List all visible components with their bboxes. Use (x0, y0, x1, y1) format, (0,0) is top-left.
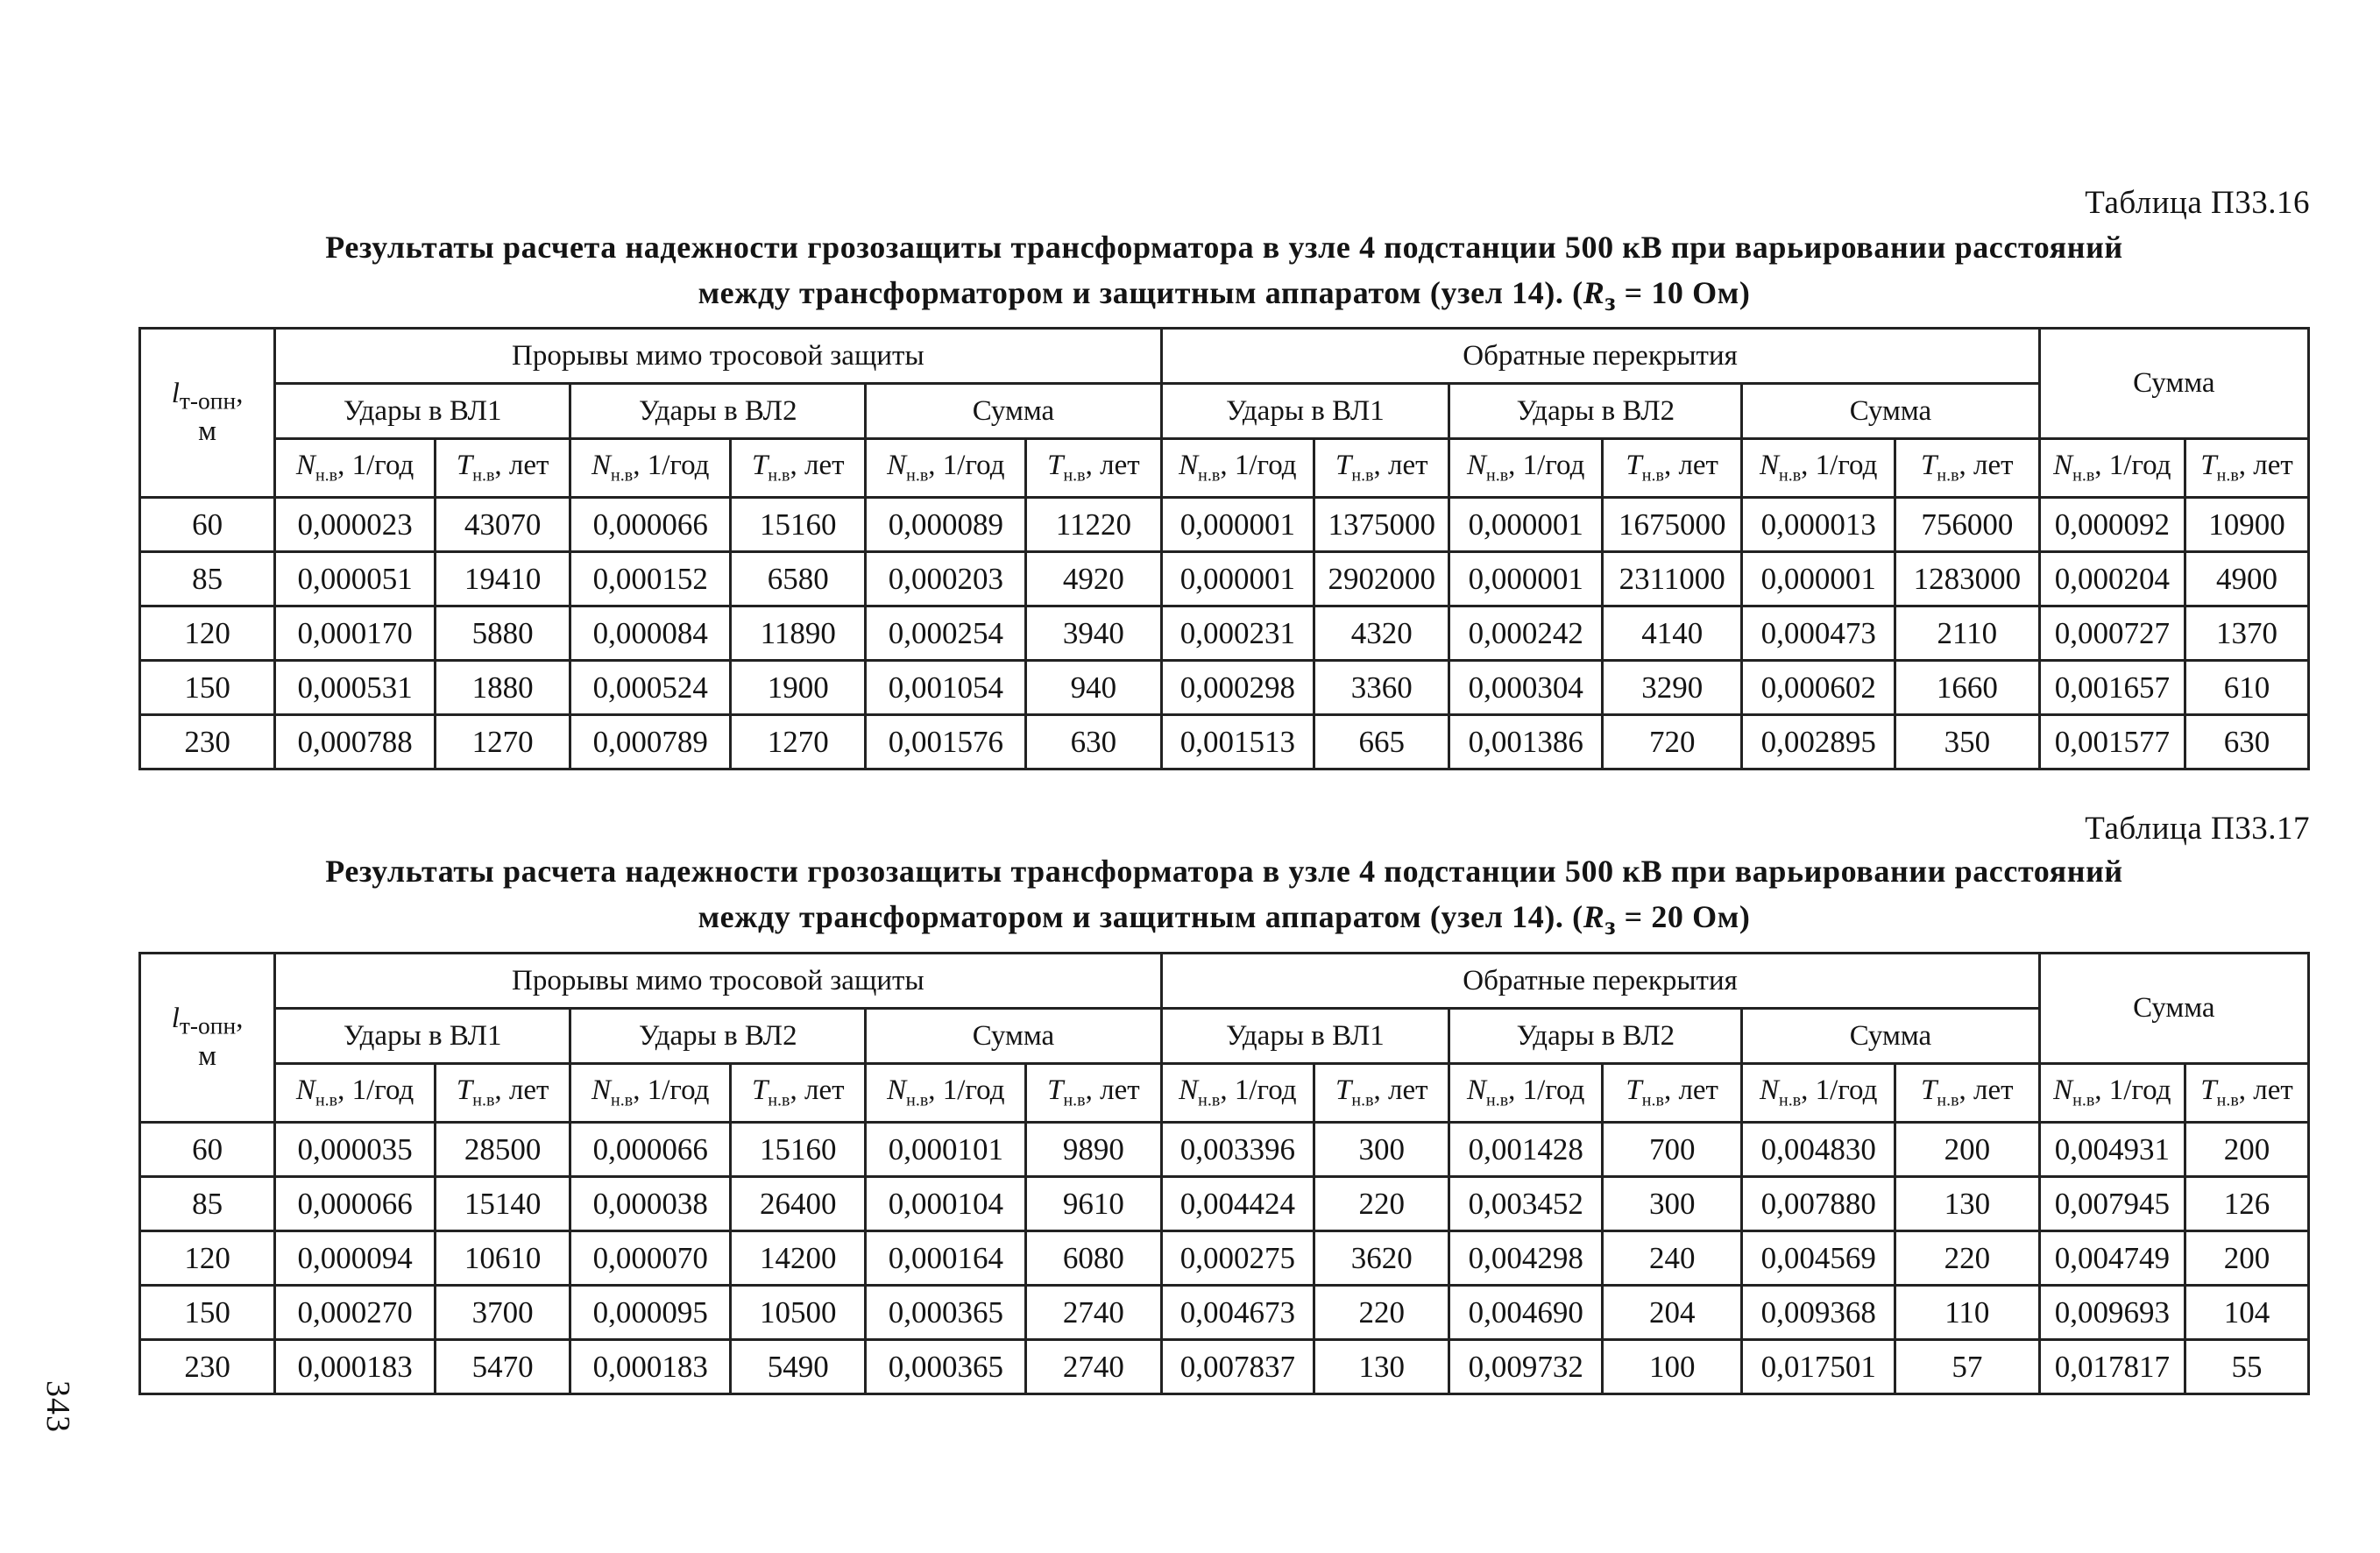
table-cell: 0,000023 (275, 498, 436, 552)
table-cell: 0,000365 (866, 1340, 1026, 1394)
table-cell: 0,000183 (275, 1340, 436, 1394)
table-cell: 126 (2185, 1177, 2309, 1231)
col-n-header: $N_{н.в}$, 1/год (1161, 439, 1314, 498)
table-cell: 0,009368 (1742, 1286, 1895, 1340)
table-cell: 0,000001 (1742, 552, 1895, 606)
col-t-header: $T_{н.в}$, лет (436, 439, 570, 498)
table-cell: 0,001054 (866, 661, 1026, 715)
table-title-line1: Результаты расчета надежности грозозащиты трансформатора в узле 4 подстанции 500 кВ при варьировании расстояний (325, 854, 2123, 889)
table-cell: 0,009693 (2039, 1286, 2185, 1340)
col-n-header: $N_{н.в}$, 1/год (1742, 1064, 1895, 1123)
table-cell: 5880 (436, 606, 570, 661)
table-cell: 2902000 (1314, 552, 1449, 606)
results-table (138, 327, 2310, 770)
table-cell: 220 (1314, 1177, 1449, 1231)
table-cell: 1675000 (1603, 498, 1742, 552)
table-cell: 0,000070 (570, 1231, 731, 1286)
table-cell: 0,004931 (2039, 1123, 2185, 1177)
row-label-header: $l_{т-опн}$, м (140, 329, 275, 498)
table-cell: 0,000035 (275, 1123, 436, 1177)
row-distance-cell: 120 (140, 606, 275, 661)
table-cell: 0,000304 (1449, 661, 1603, 715)
table-cell: 200 (2185, 1123, 2309, 1177)
table-cell: 700 (1603, 1123, 1742, 1177)
table-cell: 0,000170 (275, 606, 436, 661)
table-cell: 0,000001 (1161, 552, 1314, 606)
col-n-header: $N_{н.в}$, 1/год (275, 439, 436, 498)
group-backflash-header: Обратные перекрытия (1161, 329, 2039, 384)
table-cell: 220 (1895, 1231, 2040, 1286)
table-row (140, 1123, 2309, 1177)
table-cell: 0,004298 (1449, 1231, 1603, 1286)
table-cell: 0,000231 (1161, 606, 1314, 661)
table-cell: 940 (1026, 661, 1161, 715)
sub-vl1-header: Удары в ВЛ1 (1161, 1009, 1449, 1064)
sub-sum-header: Сумма (1742, 1009, 2039, 1064)
table-row (140, 1286, 2309, 1340)
table-cell: 0,000152 (570, 552, 731, 606)
col-t-header: $T_{н.в}$, лет (1026, 439, 1161, 498)
col-n-header: $N_{н.в}$, 1/год (1161, 1064, 1314, 1123)
table-cell: 0,017817 (2039, 1340, 2185, 1394)
col-n-header: $N_{н.в}$, 1/год (1742, 439, 1895, 498)
table-cell: 10500 (731, 1286, 866, 1340)
col-t-header: $T_{н.в}$, лет (1895, 1064, 2040, 1123)
sub-vl1-header: Удары в ВЛ1 (275, 1009, 570, 1064)
table-cell: 0,009732 (1449, 1340, 1603, 1394)
col-t-header: $T_{н.в}$, лет (436, 1064, 570, 1123)
sub-vl1-header: Удары в ВЛ1 (275, 384, 570, 439)
table-cell: 57 (1895, 1340, 2040, 1394)
table-cell: 0,000365 (866, 1286, 1026, 1340)
table-cell: 0,000013 (1742, 498, 1895, 552)
table-title (138, 224, 2310, 325)
table-row (140, 661, 2309, 715)
table-cell: 0,000473 (1742, 606, 1895, 661)
table-cell: 2740 (1026, 1340, 1161, 1394)
col-n-header: $N_{н.в}$, 1/год (1449, 439, 1603, 498)
table-cell: 14200 (731, 1231, 866, 1286)
table-cell: 0,004830 (1742, 1123, 1895, 1177)
table-cell: 0,000727 (2039, 606, 2185, 661)
table-cell: 0,000094 (275, 1231, 436, 1286)
table-cell: 0,004424 (1161, 1177, 1314, 1231)
table-row (140, 498, 2309, 552)
col-t-header: $T_{н.в}$, лет (1314, 439, 1449, 498)
table-cell: 1270 (436, 715, 570, 769)
sub-sum-header: Сумма (866, 1009, 1161, 1064)
table-cell: 43070 (436, 498, 570, 552)
table-cell: 610 (2185, 661, 2309, 715)
table-cell: 0,007945 (2039, 1177, 2185, 1231)
table-cell: 0,000275 (1161, 1231, 1314, 1286)
table-cell: 204 (1603, 1286, 1742, 1340)
table-title-line2: между трансформатором и защитным аппаратом (узел 14). ($R_з = 10$ Ом) (698, 275, 1751, 317)
row-distance-cell: 85 (140, 1177, 275, 1231)
table-cell: 0,017501 (1742, 1340, 1895, 1394)
col-n-header: $N_{н.в}$, 1/год (570, 1064, 731, 1123)
table-cell: 19410 (436, 552, 570, 606)
table-cell: 200 (1895, 1123, 2040, 1177)
sub-sum-header: Сумма (1742, 384, 2039, 439)
col-t-header: $T_{н.в}$, лет (731, 1064, 866, 1123)
table-title-line2: между трансформатором и защитным аппаратом (узел 14). ($R_з = 20$ Ом) (698, 899, 1751, 941)
table-cell: 15140 (436, 1177, 570, 1231)
table-cell: 0,004690 (1449, 1286, 1603, 1340)
table-cell: 0,004569 (1742, 1231, 1895, 1286)
table-cell: 26400 (731, 1177, 866, 1231)
results-table (138, 952, 2310, 1395)
table-cell: 630 (2185, 715, 2309, 769)
table-cell: 0,001428 (1449, 1123, 1603, 1177)
table-cell: 3620 (1314, 1231, 1449, 1286)
table-cell: 0,007880 (1742, 1177, 1895, 1231)
sub-vl1-header: Удары в ВЛ1 (1161, 384, 1449, 439)
table-cell: 0,000066 (570, 1123, 731, 1177)
table-cell: 6080 (1026, 1231, 1161, 1286)
table-cell: 0,000164 (866, 1231, 1026, 1286)
table-cell: 0,004749 (2039, 1231, 2185, 1286)
row-label-header: $l_{т-опн}$, м (140, 954, 275, 1123)
col-t-header: $T_{н.в}$, лет (1603, 439, 1742, 498)
table-row (140, 1231, 2309, 1286)
table-cell: 130 (1895, 1177, 2040, 1231)
table-cell: 1283000 (1895, 552, 2040, 606)
table-cell: 0,000298 (1161, 661, 1314, 715)
table-cell: 0,001657 (2039, 661, 2185, 715)
table-title (138, 848, 2310, 949)
col-t-header: $T_{н.в}$, лет (2185, 439, 2309, 498)
table-cell: 3940 (1026, 606, 1161, 661)
table-cell: 0,000270 (275, 1286, 436, 1340)
row-distance-cell: 120 (140, 1231, 275, 1286)
col-n-header: $N_{н.в}$, 1/год (866, 1064, 1026, 1123)
table-cell: 3290 (1603, 661, 1742, 715)
table-cell: 0,000066 (275, 1177, 436, 1231)
table-cell: 0,000066 (570, 498, 731, 552)
table-cell: 130 (1314, 1340, 1449, 1394)
sub-vl2-header: Удары в ВЛ2 (1449, 1009, 1742, 1064)
table-cell: 665 (1314, 715, 1449, 769)
table-cell: 1660 (1895, 661, 2040, 715)
table-cell: 0,000204 (2039, 552, 2185, 606)
table-row (140, 1340, 2309, 1394)
table-cell: 6580 (731, 552, 866, 606)
table-cell: 0,000104 (866, 1177, 1026, 1231)
table-cell: 55 (2185, 1340, 2309, 1394)
table-cell: 0,000789 (570, 715, 731, 769)
table-cell: 10900 (2185, 498, 2309, 552)
table-cell: 0,000101 (866, 1123, 1026, 1177)
table-cell: 9890 (1026, 1123, 1161, 1177)
table-cell: 0,001386 (1449, 715, 1603, 769)
table-cell: 630 (1026, 715, 1161, 769)
table-cell: 0,003396 (1161, 1123, 1314, 1177)
table-cell: 240 (1603, 1231, 1742, 1286)
table-cell: 2740 (1026, 1286, 1161, 1340)
table-number: Таблица П33.16 (2085, 185, 2310, 221)
table-title-line1: Результаты расчета надежности грозозащиты трансформатора в узле 4 подстанции 500 кВ при варьировании расстояний (325, 230, 2123, 265)
group-total-header: Сумма (2039, 329, 2308, 439)
table-cell: 0,003452 (1449, 1177, 1603, 1231)
table-cell: 0,001576 (866, 715, 1026, 769)
table-cell: 15160 (731, 498, 866, 552)
table-cell: 2110 (1895, 606, 2040, 661)
table-cell: 5470 (436, 1340, 570, 1394)
table-cell: 0,000183 (570, 1340, 731, 1394)
table-cell: 350 (1895, 715, 2040, 769)
col-n-header: $N_{н.в}$, 1/год (570, 439, 731, 498)
col-n-header: $N_{н.в}$, 1/год (2039, 439, 2185, 498)
table-cell: 0,000051 (275, 552, 436, 606)
table-row (140, 715, 2309, 769)
table-cell: 200 (2185, 1231, 2309, 1286)
sub-vl2-header: Удары в ВЛ2 (1449, 384, 1742, 439)
table-cell: 104 (2185, 1286, 2309, 1340)
table-cell: 0,000254 (866, 606, 1026, 661)
page-number: 343 (39, 1380, 76, 1433)
row-distance-cell: 230 (140, 715, 275, 769)
table-cell: 11220 (1026, 498, 1161, 552)
table-cell: 1375000 (1314, 498, 1449, 552)
table-cell: 9610 (1026, 1177, 1161, 1231)
row-distance-cell: 85 (140, 552, 275, 606)
table-cell: 4900 (2185, 552, 2309, 606)
row-distance-cell: 150 (140, 661, 275, 715)
table-cell: 0,000001 (1449, 498, 1603, 552)
table-cell: 0,000203 (866, 552, 1026, 606)
col-t-header: $T_{н.в}$, лет (2185, 1064, 2309, 1123)
table-cell: 3360 (1314, 661, 1449, 715)
table-cell: 4140 (1603, 606, 1742, 661)
table-cell: 0,001513 (1161, 715, 1314, 769)
group-breakthrough-header: Прорывы мимо тросовой защиты (275, 329, 1161, 384)
table-row (140, 606, 2309, 661)
col-n-header: $N_{н.в}$, 1/год (275, 1064, 436, 1123)
row-distance-cell: 60 (140, 498, 275, 552)
table-cell: 1270 (731, 715, 866, 769)
table-cell: 3700 (436, 1286, 570, 1340)
table-cell: 300 (1314, 1123, 1449, 1177)
col-t-header: $T_{н.в}$, лет (731, 439, 866, 498)
col-t-header: $T_{н.в}$, лет (1895, 439, 2040, 498)
table-cell: 0,000038 (570, 1177, 731, 1231)
col-n-header: $N_{н.в}$, 1/год (1449, 1064, 1603, 1123)
table-cell: 0,000001 (1161, 498, 1314, 552)
sub-vl2-header: Удары в ВЛ2 (570, 1009, 866, 1064)
table-cell: 0,000001 (1449, 552, 1603, 606)
col-n-header: $N_{н.в}$, 1/год (866, 439, 1026, 498)
table-cell: 220 (1314, 1286, 1449, 1340)
group-backflash-header: Обратные перекрытия (1161, 954, 2039, 1009)
table-cell: 0,000089 (866, 498, 1026, 552)
sub-sum-header: Сумма (866, 384, 1161, 439)
table-cell: 720 (1603, 715, 1742, 769)
table-cell: 11890 (731, 606, 866, 661)
table-cell: 0,001577 (2039, 715, 2185, 769)
table-cell: 4320 (1314, 606, 1449, 661)
table-cell: 1370 (2185, 606, 2309, 661)
table-cell: 1880 (436, 661, 570, 715)
table-cell: 0,000524 (570, 661, 731, 715)
sub-vl2-header: Удары в ВЛ2 (570, 384, 866, 439)
table-cell: 300 (1603, 1177, 1742, 1231)
table-number: Таблица П33.17 (2085, 811, 2310, 847)
table-cell: 100 (1603, 1340, 1742, 1394)
table-cell: 15160 (731, 1123, 866, 1177)
table-cell: 5490 (731, 1340, 866, 1394)
table-cell: 10610 (436, 1231, 570, 1286)
table-row (140, 1177, 2309, 1231)
col-t-header: $T_{н.в}$, лет (1026, 1064, 1161, 1123)
col-t-header: $T_{н.в}$, лет (1603, 1064, 1742, 1123)
table-cell: 0,000095 (570, 1286, 731, 1340)
table-cell: 0,000084 (570, 606, 731, 661)
table-cell: 0,000788 (275, 715, 436, 769)
table-cell: 2311000 (1603, 552, 1742, 606)
table-cell: 4920 (1026, 552, 1161, 606)
col-t-header: $T_{н.в}$, лет (1314, 1064, 1449, 1123)
table-cell: 0,007837 (1161, 1340, 1314, 1394)
group-breakthrough-header: Прорывы мимо тросовой защиты (275, 954, 1161, 1009)
row-distance-cell: 230 (140, 1340, 275, 1394)
table-cell: 110 (1895, 1286, 2040, 1340)
table-cell: 28500 (436, 1123, 570, 1177)
table-cell: 0,004673 (1161, 1286, 1314, 1340)
table-cell: 0,000092 (2039, 498, 2185, 552)
row-distance-cell: 150 (140, 1286, 275, 1340)
table-cell: 756000 (1895, 498, 2040, 552)
col-n-header: $N_{н.в}$, 1/год (2039, 1064, 2185, 1123)
group-total-header: Сумма (2039, 954, 2308, 1064)
table-row (140, 552, 2309, 606)
table-cell: 1900 (731, 661, 866, 715)
table-cell: 0,002895 (1742, 715, 1895, 769)
table-cell: 0,000531 (275, 661, 436, 715)
table-cell: 0,000602 (1742, 661, 1895, 715)
table-cell: 0,000242 (1449, 606, 1603, 661)
row-distance-cell: 60 (140, 1123, 275, 1177)
